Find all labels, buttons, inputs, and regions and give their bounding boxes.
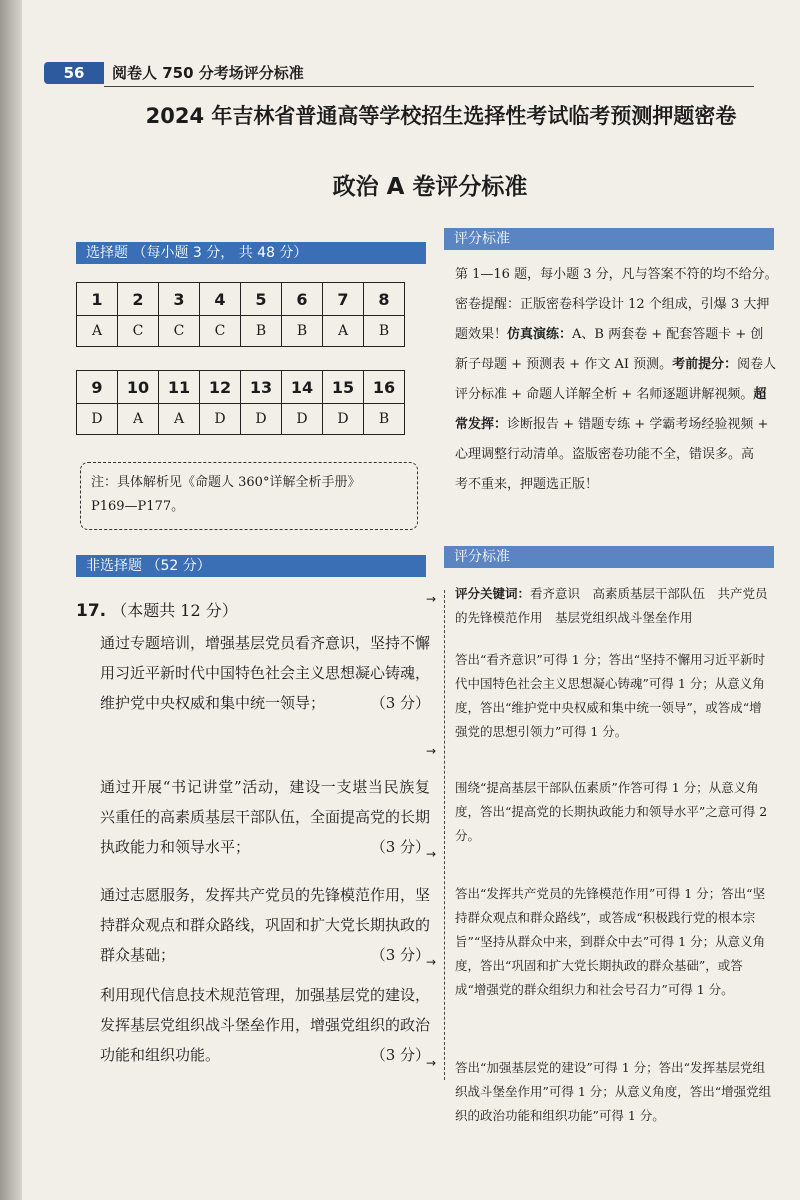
bold-label: 常发挥：: [455, 417, 508, 432]
text-run: A、B 两套卷 + 配套答题卡 + 创: [572, 327, 764, 342]
q-answer: B: [282, 316, 323, 347]
question-points: （本题共 12 分）: [111, 601, 238, 620]
scoring-text-block: [455, 260, 780, 500]
q-num: 13: [241, 371, 282, 404]
q-num: 9: [77, 371, 118, 404]
note-line: P169—P177。: [91, 499, 185, 514]
answer-grid-3: [76, 370, 241, 435]
q-answer: D: [323, 404, 364, 435]
page-number-tab: [44, 62, 104, 84]
question-number: 17.: [76, 601, 107, 621]
scoring-note: 答出“看齐意识”可得 1 分；答出“坚持不懈用习近平新时代中国特色社会主义思想凝心铸魂”可得 1 分；从意义角度，答出“维护党中央权威和集中统一领导”，或答成“增强党的思想引领力”可得 1 分。: [455, 652, 766, 739]
scoring-line: [455, 410, 780, 440]
paragraph-text: 通过专题培训，增强基层党员看齐意识，坚持不懈用习近平新时代中国特色社会主义思想凝心铸魂，维护党中央权威和集中统一领导；: [100, 634, 431, 712]
q-answer: A: [323, 316, 364, 347]
text-run: 诊断报告 + 错题专练 + 学霸考场经验视频 +: [507, 417, 769, 432]
q-num: 4: [200, 283, 241, 316]
answer-paragraph: [100, 628, 430, 718]
q-num: 5: [241, 283, 282, 316]
page-number: 56: [63, 64, 85, 82]
scoring-line: 心理调整行动清单。盗版密卷功能不全，错误多。高: [455, 447, 755, 462]
q-answer: A: [77, 316, 118, 347]
exam-subtitle: 政治 A 卷评分标准: [332, 174, 528, 200]
scoring-standard-bar-2: 评分标准: [444, 546, 774, 568]
text-run: 题效果！: [455, 327, 508, 342]
scoring-line: 考不重来，押题选正版！: [455, 477, 599, 492]
text-run: 评分标准 + 命题人详解全析 + 名师逐题讲解视频。: [455, 387, 754, 402]
text-run: 新子母题 + 预测表 + 作文 AI 预测。: [455, 357, 673, 372]
scoring-note: 答出“发挥共产党员的先锋模范作用”可得 1 分；答出“坚持群众观点和群众路线”，或答成“积极践行党的根本宗旨”“坚持从群众中来，到群众中去”可得 1 分；从意义角度，答出“巩固和扩大党长期执政的群众基础”，或答成“增强党的群众组织力和社会号召力”可得 1 分。: [455, 886, 766, 997]
bold-label: 仿真演练：: [507, 327, 573, 342]
scoring-line: [455, 320, 780, 350]
paragraph-text: 通过志愿服务，发挥共产党员的先锋模范作用，坚持群众观点和群众路线，巩固和扩大党长期执政的群众基础；: [100, 886, 431, 964]
score-tag: （3 分）: [370, 838, 430, 856]
q-answer: A: [159, 404, 200, 435]
arrow-right-icon: →: [426, 955, 437, 969]
q-num: 2: [118, 283, 159, 316]
scoring-note: 答出“加强基层党的建设”可得 1 分；答出“发挥基层党组织战斗堡垒作用”可得 1 分；从意义角度，答出“增强党组织的政治功能和组织功能”可得 1 分。: [455, 1060, 772, 1123]
bold-label: 考前提分：: [672, 357, 738, 372]
q-answer: A: [118, 404, 159, 435]
q-answer: B: [241, 316, 282, 347]
q-answer: B: [364, 316, 405, 347]
answer-grid-1: [76, 282, 241, 347]
answer-paragraph: [100, 980, 430, 1070]
scoring-line: 密卷提醒：正版密卷科学设计 12 个组成，引爆 3 大押: [455, 297, 770, 312]
scoring-line: [455, 380, 780, 410]
answer-grid-4: [240, 370, 405, 435]
q-num: 1: [77, 283, 118, 316]
q-answer: D: [282, 404, 323, 435]
q-answer: D: [200, 404, 241, 435]
q-answer: D: [77, 404, 118, 435]
answer-paragraph: [100, 880, 430, 970]
book-spine-shadow: [0, 0, 22, 1200]
q-num: 7: [323, 283, 364, 316]
arrow-right-icon: →: [426, 592, 437, 606]
text-run: 阅卷人: [737, 357, 777, 372]
keywords-block: [455, 582, 773, 630]
paragraph-text: 利用现代信息技术规范管理，加强基层党的建设，发挥基层党组织战斗堡垒作用，增强党组织的政治功能和组织功能。: [100, 986, 431, 1064]
scoring-note: 围绕“提高基层干部队伍素质”作答可得 1 分；从意义角度，答出“提高党的长期执政能力和领导水平”之意可得 2 分。: [455, 780, 768, 843]
scoring-line: 第 1—16 题，每小题 3 分，凡与答案不符的均不给分。: [455, 267, 778, 282]
connector-line: [444, 590, 446, 1080]
scoring-standard-bar: 评分标准: [444, 228, 774, 250]
q-num: 3: [159, 283, 200, 316]
choice-section-bar: 选择题 （每小题 3 分， 共 48 分）: [76, 242, 426, 264]
q-answer: C: [159, 316, 200, 347]
q-num: 6: [282, 283, 323, 316]
q-num: 11: [159, 371, 200, 404]
question-17-header: [76, 598, 238, 621]
nonchoice-section-bar: 非选择题 （52 分）: [76, 555, 426, 577]
score-tag: （3 分）: [370, 694, 430, 712]
q-num: 12: [200, 371, 241, 404]
analysis-note: [80, 462, 418, 530]
arrow-right-icon: →: [426, 1056, 437, 1070]
score-tag: （3 分）: [370, 946, 430, 964]
q-num: 10: [118, 371, 159, 404]
q-num: 16: [364, 371, 405, 404]
answer-grid-2: [240, 282, 405, 347]
arrow-right-icon: →: [426, 744, 437, 758]
header-rule: [104, 86, 754, 87]
q-num: 8: [364, 283, 405, 316]
bold-label: 超: [753, 387, 767, 402]
q-num: 14: [282, 371, 323, 404]
q-answer: D: [241, 404, 282, 435]
paragraph-text: 通过开展“书记讲堂”活动，建设一支堪当民族复兴重任的高素质基层干部队伍，全面提高党的长期执政能力和领导水平；: [100, 778, 431, 856]
scoring-line: [455, 350, 780, 380]
score-tag: （3 分）: [370, 1046, 430, 1064]
exam-title: 2024 年吉林省普通高等学校招生选择性考试临考预测押题密卷: [145, 104, 737, 128]
note-line: 注：具体解析见《命题人 360°详解全析手册》: [91, 475, 361, 490]
keywords-text: 看齐意识 高素质基层干部队伍 共产党员的先锋模范作用 基层党组织战斗堡垒作用: [455, 586, 768, 625]
q-answer: C: [118, 316, 159, 347]
running-header: 阅卷人 750 分考场评分标准: [112, 64, 304, 82]
q-answer: B: [364, 404, 405, 435]
arrow-right-icon: →: [426, 847, 437, 861]
keywords-label: 评分关键词：: [455, 586, 531, 601]
q-num: 15: [323, 371, 364, 404]
answer-paragraph: [100, 772, 430, 862]
q-answer: C: [200, 316, 241, 347]
